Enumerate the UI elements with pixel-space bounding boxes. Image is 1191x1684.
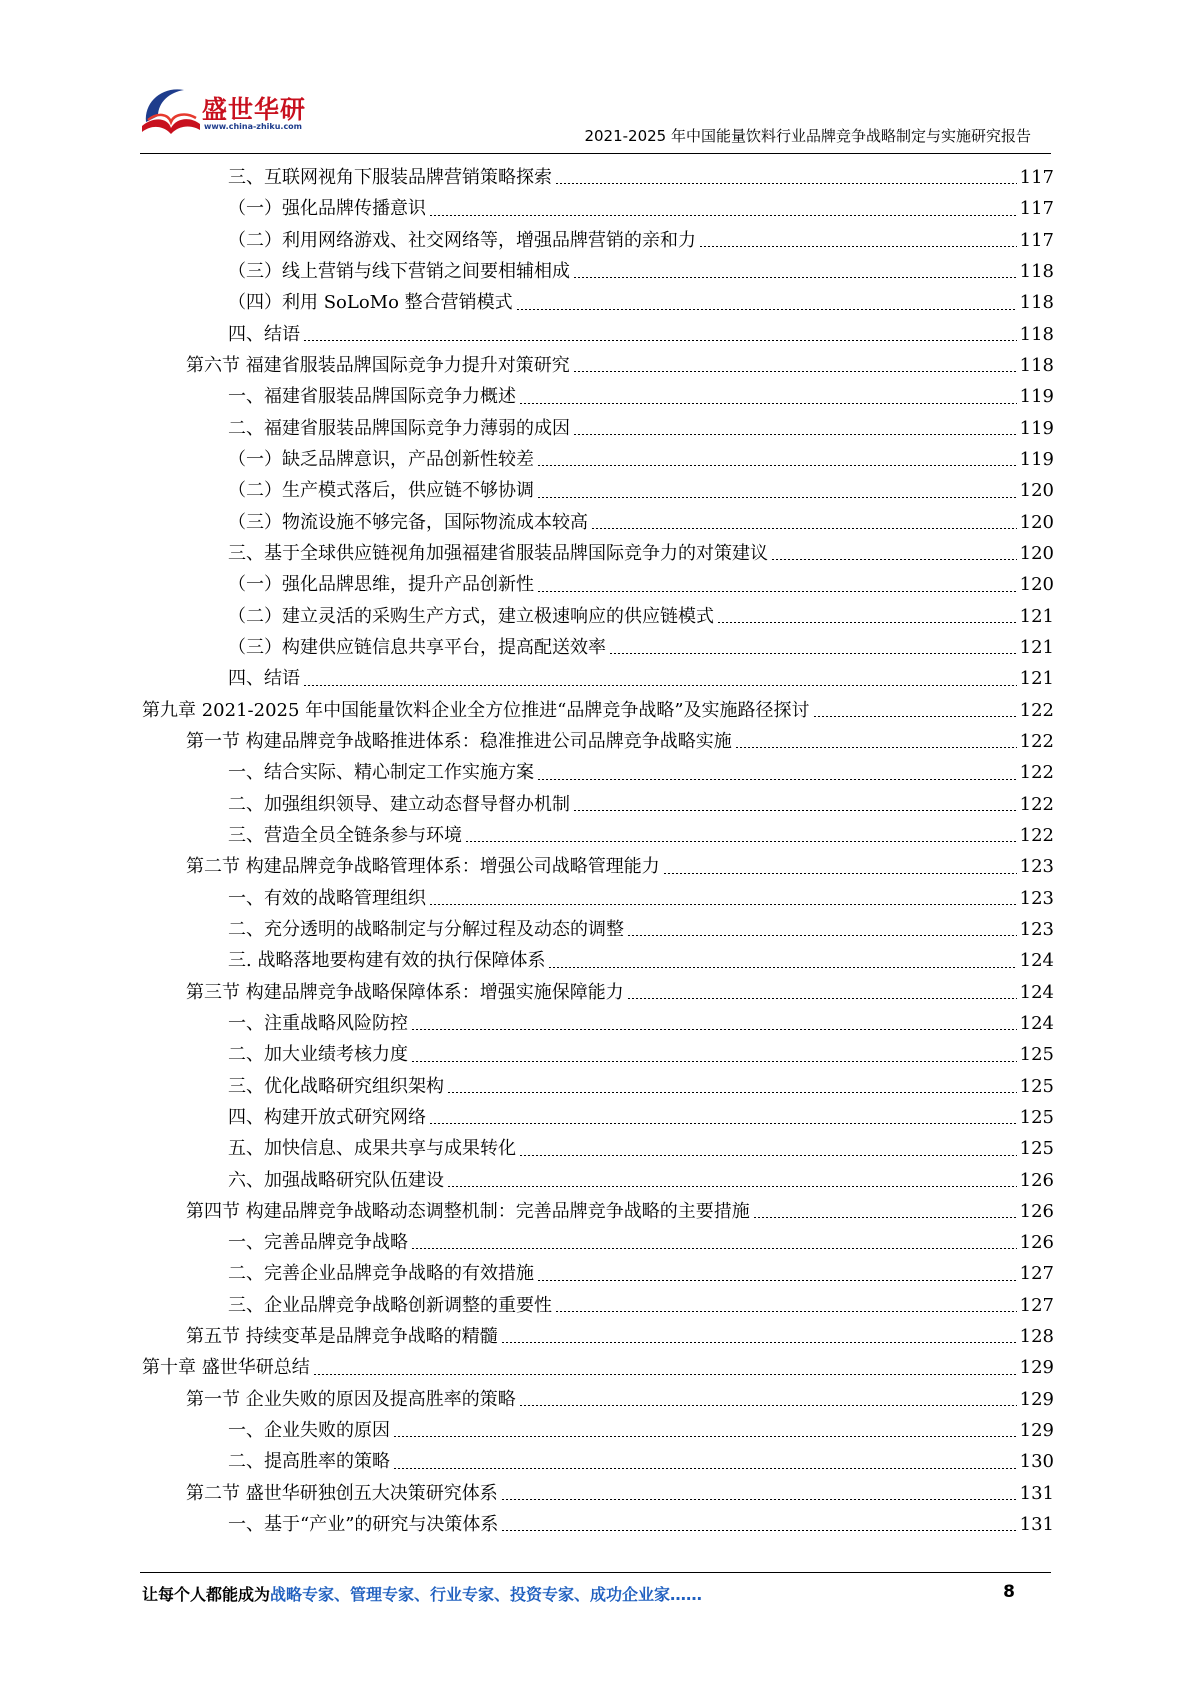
toc-entry-page: 127 — [1019, 1294, 1054, 1316]
toc-entry-page: 122 — [1019, 793, 1054, 815]
toc-entry-title: （三）构建供应链信息共享平台，提高配送效率 — [228, 636, 606, 658]
slogan-roles: 战略专家、管理专家、行业专家、投资专家、成功企业家…… — [270, 1585, 703, 1604]
toc-leader-dots — [501, 1342, 1017, 1343]
toc-leader-dots — [537, 1280, 1017, 1281]
toc-entry-page: 126 — [1019, 1232, 1054, 1254]
toc-entry-page: 122 — [1019, 824, 1054, 846]
toc-leader-dots — [519, 1405, 1017, 1406]
toc-leader-dots — [537, 465, 1017, 466]
toc-entry[interactable] — [142, 1384, 1054, 1415]
toc-entry-page: 124 — [1019, 1012, 1054, 1034]
toc-entry-page: 120 — [1019, 574, 1054, 596]
toc-entry-page: 120 — [1019, 511, 1054, 533]
logo-book-icon — [140, 82, 202, 140]
footer-slogan — [142, 1582, 702, 1605]
toc-leader-dots — [555, 1311, 1017, 1312]
toc-entry[interactable] — [142, 1196, 1054, 1227]
toc-leader-dots — [303, 340, 1017, 341]
toc-entry-title: 一、有效的战略管理组织 — [228, 887, 426, 909]
toc-entry-page: 121 — [1019, 636, 1054, 658]
toc-entry-title: 一、注重战略风险防控 — [228, 1012, 408, 1034]
toc-entry-title: 第六节 福建省服装品牌国际竞争力提升对策研究 — [186, 354, 570, 376]
toc-entry[interactable] — [142, 1446, 1054, 1477]
toc-entry[interactable] — [142, 914, 1054, 945]
toc-entry-title: 第一节 企业失败的原因及提高胜率的策略 — [186, 1388, 516, 1410]
toc-leader-dots — [429, 215, 1017, 216]
toc-entry-page: 117 — [1019, 167, 1054, 188]
toc-entry-title: 第一节 构建品牌竞争战略推进体系：稳准推进公司品牌竞争战略实施 — [186, 730, 732, 752]
toc-entry-title: （一）强化品牌思维，提升产品创新性 — [228, 574, 534, 596]
toc-leader-dots — [663, 873, 1017, 874]
toc-leader-dots — [429, 904, 1017, 905]
toc-entry-title: 五、加快信息、成果共享与成果转化 — [228, 1138, 516, 1160]
toc-entry-title: 二、充分透明的战略制定与分解过程及动态的调整 — [228, 918, 624, 940]
toc-leader-dots — [447, 1186, 1017, 1187]
toc-leader-dots — [501, 1499, 1017, 1500]
toc-entry-page: 125 — [1019, 1044, 1054, 1066]
toc-entry-title: 一、完善品牌竞争战略 — [228, 1232, 408, 1254]
toc-entry[interactable] — [142, 162, 1054, 193]
toc-entry[interactable] — [142, 1478, 1054, 1509]
toc-entry-page: 125 — [1019, 1075, 1054, 1097]
header-divider — [140, 153, 1051, 154]
toc-entry-page: 124 — [1019, 981, 1054, 1003]
toc-entry[interactable] — [142, 663, 1054, 694]
toc-entry-page: 120 — [1019, 480, 1054, 502]
toc-entry-page: 122 — [1019, 699, 1054, 721]
toc-entry[interactable] — [142, 1227, 1054, 1258]
toc-entry[interactable] — [142, 1258, 1054, 1289]
toc-leader-dots — [447, 1092, 1017, 1093]
toc-entry[interactable] — [142, 789, 1054, 820]
toc-entry[interactable] — [142, 193, 1054, 224]
toc-entry-title: 二、加强组织领导、建立动态督导督办机制 — [228, 793, 570, 815]
toc-entry-title: 第十章 盛世华研总结 — [142, 1357, 310, 1379]
toc-leader-dots — [813, 716, 1017, 717]
toc-entry-page: 123 — [1019, 856, 1054, 878]
website-url: www.china-zhiku.com — [204, 122, 303, 131]
toc-leader-dots — [753, 1217, 1017, 1218]
toc-entry[interactable] — [142, 1102, 1054, 1133]
toc-entry-title: 一、基于“产业”的研究与决策体系 — [228, 1514, 499, 1536]
toc-entry[interactable] — [142, 1321, 1054, 1352]
toc-leader-dots — [516, 309, 1017, 310]
toc-entry[interactable] — [142, 601, 1054, 632]
toc-entry[interactable] — [142, 883, 1054, 914]
toc-entry-title: 第二节 盛世华研独创五大决策研究体系 — [186, 1482, 498, 1504]
toc-entry-page: 131 — [1019, 1514, 1054, 1536]
toc-entry-page: 119 — [1019, 386, 1054, 408]
toc-leader-dots — [411, 1029, 1017, 1030]
toc-leader-dots — [771, 559, 1017, 560]
toc-leader-dots — [573, 810, 1017, 811]
toc-leader-dots — [548, 967, 1016, 968]
toc-entry-title: 第四节 构建品牌竞争战略动态调整机制：完善品牌竞争战略的主要措施 — [186, 1200, 750, 1222]
toc-entry[interactable] — [142, 287, 1054, 318]
toc-leader-dots — [393, 1436, 1017, 1437]
toc-entry-title: 六、加强战略研究队伍建设 — [228, 1169, 444, 1191]
toc-entry-page: 122 — [1019, 762, 1054, 784]
toc-entry[interactable] — [142, 1509, 1054, 1540]
toc-entry-page: 123 — [1019, 887, 1054, 909]
toc-leader-dots — [699, 246, 1017, 247]
toc-leader-dots — [537, 779, 1017, 780]
toc-entry-title: 第五节 持续变革是品牌竞争战略的精髓 — [186, 1326, 498, 1348]
brand-name: 盛世华研 — [202, 95, 307, 124]
toc-entry-page: 131 — [1019, 1482, 1054, 1504]
page-number: 8 — [1003, 1582, 1015, 1602]
toc-entry[interactable] — [142, 538, 1054, 569]
toc-entry-page: 125 — [1019, 1106, 1054, 1128]
toc-entry[interactable] — [142, 632, 1054, 663]
toc-entry-title: 三、互联网视角下服装品牌营销策略探索 — [228, 167, 552, 188]
toc-leader-dots — [609, 653, 1017, 654]
toc-entry-title: （二）建立灵活的采购生产方式，建立极速响应的供应链模式 — [228, 605, 714, 627]
toc-entry-title: 第二节 构建品牌竞争战略管理体系：增强公司战略管理能力 — [186, 856, 660, 878]
toc-entry-title: 三、基于全球供应链视角加强福建省服装品牌国际竞争力的对策建议 — [228, 542, 768, 564]
footer-divider — [140, 1572, 1051, 1573]
toc-entry[interactable] — [142, 977, 1054, 1008]
toc-entry-page: 119 — [1019, 417, 1054, 439]
company-logo — [140, 82, 320, 142]
toc-entry[interactable] — [142, 507, 1054, 538]
toc-entry[interactable] — [142, 851, 1054, 882]
toc-leader-dots — [573, 371, 1017, 372]
toc-entry-page: 129 — [1019, 1388, 1054, 1410]
toc-entry-page: 130 — [1019, 1451, 1054, 1473]
toc-leader-dots — [519, 403, 1017, 404]
toc-entry-title: 第九章 2021-2025 年中国能量饮料企业全方位推进“品牌竞争战略”及实施路径探讨 — [142, 699, 810, 721]
toc-entry-title: 四、结语 — [228, 668, 300, 690]
toc-leader-dots — [735, 747, 1017, 748]
toc-entry[interactable] — [142, 757, 1054, 788]
toc-leader-dots — [555, 183, 1017, 184]
slogan-lead: 让每个人都能成为 — [142, 1585, 271, 1604]
toc-entry-page: 122 — [1019, 730, 1054, 752]
toc-entry-title: 二、完善企业品牌竞争战略的有效措施 — [228, 1263, 534, 1285]
toc-entry[interactable] — [142, 1039, 1054, 1070]
toc-entry[interactable] — [142, 1352, 1054, 1383]
toc-entry[interactable] — [142, 569, 1054, 600]
toc-entry-title: 一、福建省服装品牌国际竞争力概述 — [228, 386, 516, 408]
toc-entry[interactable] — [142, 1415, 1054, 1446]
toc-entry-title: （三）物流设施不够完备，国际物流成本较高 — [228, 511, 588, 533]
toc-leader-dots — [303, 685, 1017, 686]
toc-entry-page: 127 — [1019, 1263, 1054, 1285]
toc-entry[interactable] — [142, 695, 1054, 726]
toc-entry-title: 一、结合实际、精心制定工作实施方案 — [228, 762, 534, 784]
toc-entry-title: 二、加大业绩考核力度 — [228, 1044, 408, 1066]
toc-entry[interactable] — [142, 1008, 1054, 1039]
toc-entry-title: 二、福建省服装品牌国际竞争力薄弱的成因 — [228, 417, 570, 439]
toc-entry-title: （二）利用网络游戏、社交网络等，增强品牌营销的亲和力 — [228, 229, 696, 251]
toc-entry[interactable] — [142, 413, 1054, 444]
toc-entry[interactable] — [142, 444, 1054, 475]
toc-entry[interactable] — [142, 820, 1054, 851]
toc-entry-title: 二、提高胜率的策略 — [228, 1451, 390, 1473]
toc-leader-dots — [501, 1530, 1016, 1531]
toc-leader-dots — [429, 1123, 1017, 1124]
toc-entry-page: 117 — [1019, 229, 1054, 251]
toc-entry[interactable] — [142, 1290, 1054, 1321]
toc-entry[interactable] — [142, 256, 1054, 287]
toc-entry-page: 126 — [1019, 1200, 1054, 1222]
toc-entry-page: 120 — [1019, 542, 1054, 564]
toc-entry-title: （一）缺乏品牌意识，产品创新性较差 — [228, 448, 534, 470]
toc-leader-dots — [627, 935, 1017, 936]
toc-entry[interactable] — [142, 475, 1054, 506]
toc-leader-dots — [573, 277, 1017, 278]
toc-leader-dots — [591, 528, 1017, 529]
toc-entry-title: 一、企业失败的原因 — [228, 1420, 390, 1442]
toc-entry-page: 129 — [1019, 1357, 1054, 1379]
toc-leader-dots — [537, 497, 1017, 498]
toc-entry-page: 121 — [1019, 668, 1054, 690]
toc-leader-dots — [717, 622, 1017, 623]
toc-entry-page: 129 — [1019, 1420, 1054, 1442]
toc-leader-dots — [519, 1155, 1017, 1156]
toc-entry-title: 四、构建开放式研究网络 — [228, 1106, 426, 1128]
toc-entry-page: 117 — [1019, 198, 1054, 220]
toc-entry[interactable] — [142, 1133, 1054, 1164]
toc-entry[interactable] — [142, 381, 1054, 412]
toc-leader-dots — [465, 841, 1017, 842]
toc-entry-title: 三、营造全员全链条参与环境 — [228, 824, 462, 846]
toc-leader-dots — [411, 1061, 1017, 1062]
toc-entry-title: 三、优化战略研究组织架构 — [228, 1075, 444, 1097]
toc-entry-title: 四、结语 — [228, 323, 300, 345]
toc-entry-title: （三）线上营销与线下营销之间要相辅相成 — [228, 260, 570, 282]
toc-entry-page: 118 — [1019, 323, 1054, 345]
toc-entry-page: 119 — [1019, 448, 1054, 470]
toc-entry-title: （四）利用 SoLoMo 整合营销模式 — [228, 292, 513, 314]
toc-leader-dots — [393, 1468, 1017, 1469]
table-of-contents — [142, 162, 1054, 1540]
toc-entry-title: （一）强化品牌传播意识 — [228, 198, 426, 220]
toc-entry-page: 125 — [1019, 1138, 1054, 1160]
toc-entry[interactable] — [142, 726, 1054, 757]
toc-entry[interactable] — [142, 350, 1054, 381]
toc-entry-page: 118 — [1019, 292, 1054, 314]
toc-leader-dots — [627, 998, 1017, 999]
toc-entry-title: （二）生产模式落后，供应链不够协调 — [228, 480, 534, 502]
toc-entry[interactable] — [142, 319, 1054, 350]
toc-entry-page: 118 — [1019, 354, 1054, 376]
toc-leader-dots — [537, 591, 1017, 592]
toc-entry-page: 124 — [1019, 950, 1054, 972]
toc-entry[interactable] — [142, 1165, 1054, 1196]
toc-leader-dots — [573, 434, 1017, 435]
toc-entry-title: 三. 战略落地要构建有效的执行保障体系 — [228, 950, 546, 972]
toc-leader-dots — [313, 1374, 1017, 1375]
report-title: 2021-2025 年中国能量饮料行业品牌竞争战略制定与实施研究报告 — [584, 127, 1031, 145]
toc-entry-title: 第三节 构建品牌竞争战略保障体系：增强实施保障能力 — [186, 981, 624, 1003]
toc-entry-page: 128 — [1019, 1326, 1054, 1348]
toc-entry[interactable] — [142, 225, 1054, 256]
toc-entry[interactable] — [142, 945, 1054, 976]
toc-entry-page: 126 — [1019, 1169, 1054, 1191]
toc-entry-page: 121 — [1019, 605, 1054, 627]
toc-leader-dots — [411, 1248, 1017, 1249]
toc-entry[interactable] — [142, 1071, 1054, 1102]
toc-entry-page: 123 — [1019, 918, 1054, 940]
toc-entry-title: 三、企业品牌竞争战略创新调整的重要性 — [228, 1294, 552, 1316]
toc-entry-page: 118 — [1019, 260, 1054, 282]
